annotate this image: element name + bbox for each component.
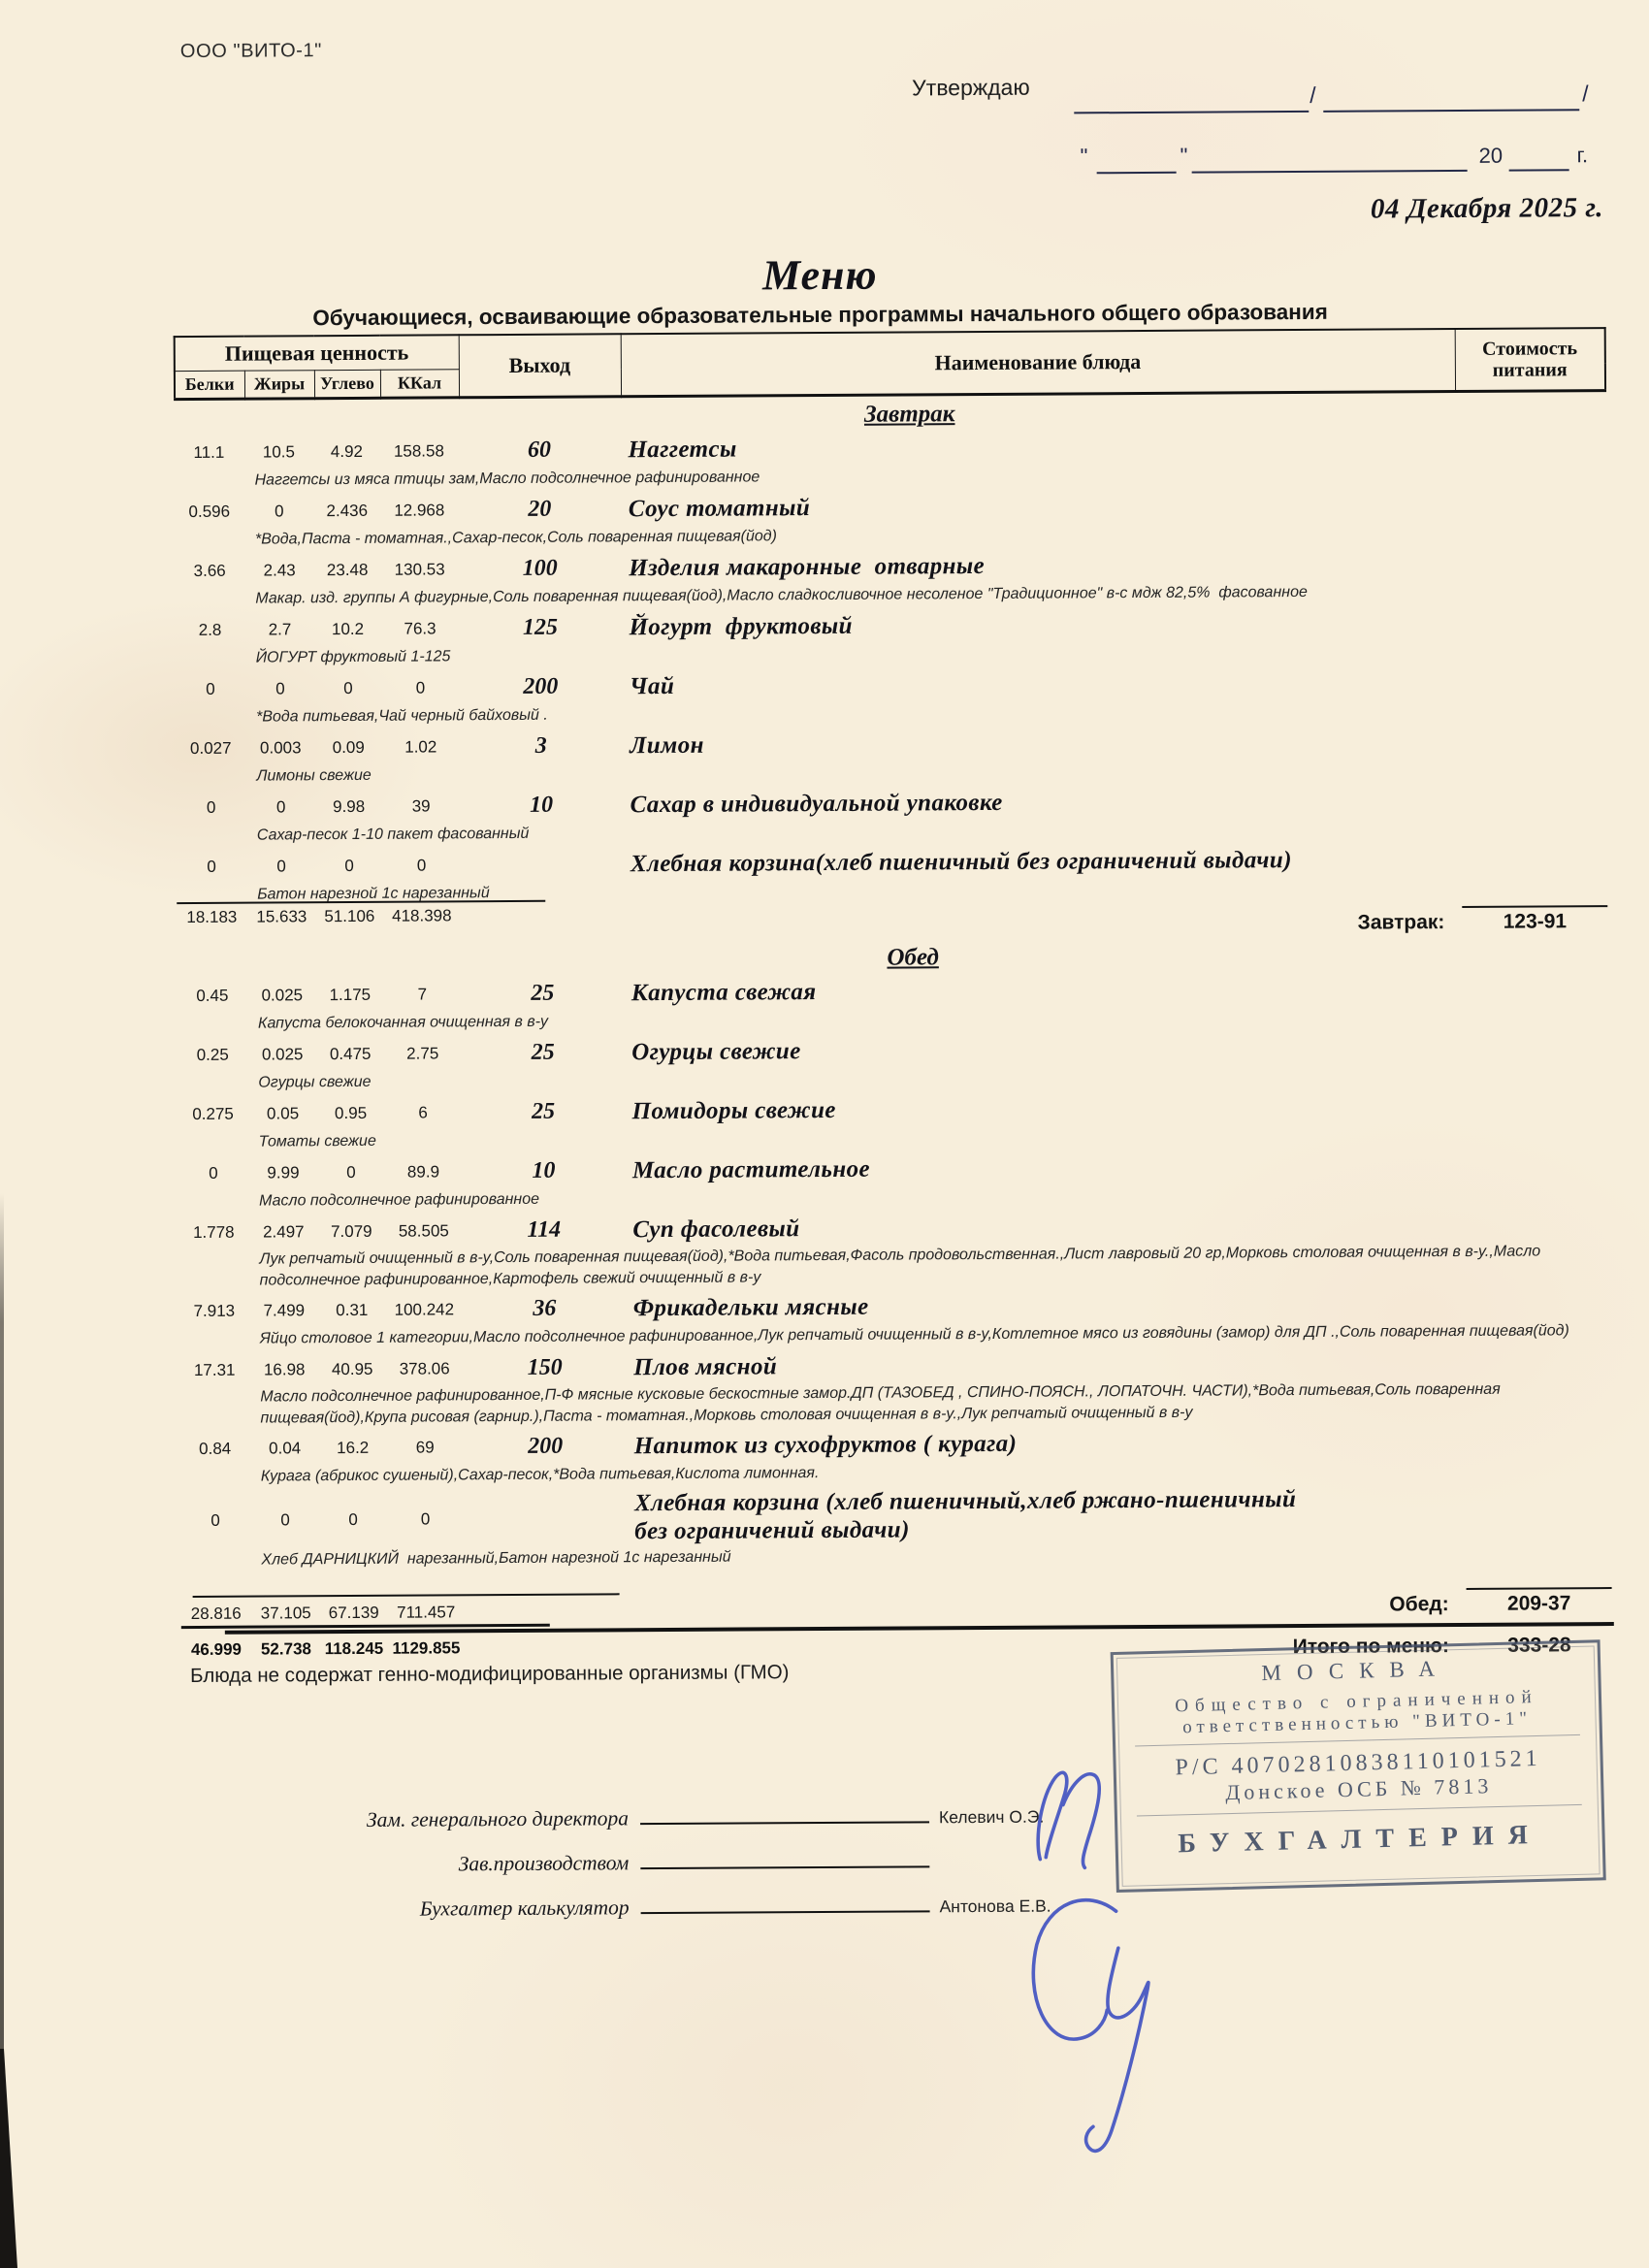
breakfast-cost-value: 123-91	[1462, 905, 1607, 934]
kcal-value: 89.9	[406, 1162, 440, 1182]
dish-ingredients: Батон нарезной 1с нарезанный	[257, 885, 490, 903]
dish-ingredients: Масло подсолнечное рафинированное,П-Ф мясные кусковые бескостные замор.ДП (ТАЗОБЕД , СПИНО-ПОЯСН., ЛОПАТОЧН. ЧАСТИ),*Вода питьевая,Соль поваренная пищевая(йод),Крупа рисовая (гарнир.),Паста - томатная.,Морковь столовая очищенная в в-у.,Лук репчатый очищенный в в-у	[260, 1380, 1505, 1427]
lunch-cost-row	[1389, 1587, 1611, 1616]
gmo-note: Блюда не содержат генно-модифицированные организмы (ГМО)	[190, 1661, 790, 1688]
grand-total-value: 333-28	[1507, 1634, 1571, 1657]
document-title: Меню	[761, 250, 878, 300]
lunch-total-protein: 28.816	[190, 1604, 242, 1624]
grand-total-kcal: 1129.855	[392, 1638, 461, 1658]
kcal-value: 7	[417, 985, 428, 1004]
protein-value: 1.778	[192, 1222, 235, 1242]
dish-ingredients: Лимоны свежие	[256, 766, 372, 785]
approve-slash: /	[1310, 81, 1316, 108]
menu-item	[178, 971, 1610, 1036]
dish-name: Лимон	[630, 731, 704, 760]
menu-item	[180, 1483, 1613, 1572]
kcal-value: 1.02	[404, 737, 437, 757]
breakfast-totals-values	[177, 906, 545, 927]
protein-value: 0	[206, 679, 215, 698]
date-month-line	[1192, 170, 1468, 174]
kcal-value: 2.75	[406, 1044, 439, 1063]
protein-value: 0.027	[189, 738, 232, 758]
header-cost: Стоимость питания	[1455, 328, 1605, 391]
signature-name: Келевич О.Э.	[938, 1806, 1045, 1828]
breakfast-total-kcal: 418.398	[392, 906, 452, 925]
carbs-value: 4.92	[330, 441, 364, 462]
dish-name: Капуста свежая	[630, 979, 817, 1007]
kcal-value: 58.505	[398, 1221, 449, 1241]
dish-name: Чай	[629, 672, 675, 700]
dish-ingredients: Макар. изд. группы А фигурные,Соль поваренная пищевая(йод),Масло сладкосливочное несоленое "Традиционное" в-с мдж 82,5% фасованное	[255, 583, 1308, 607]
breakfast-section-title: Завтрак	[863, 401, 955, 428]
dish-name: Наггетсы	[628, 436, 737, 464]
dish-name: Напиток из сухофруктов ( курага)	[633, 1430, 1018, 1460]
breakfast-cost-label: Завтрак:	[1357, 911, 1445, 934]
handwritten-signatures-ink	[980, 1743, 1235, 2162]
year-suffix: г.	[1576, 143, 1589, 168]
dish-ingredients: Хлеб ДАРНИЦКИЙ нарезанный,Батон нарезной 1с нарезанный	[261, 1548, 731, 1569]
kcal-value: 76.3	[404, 619, 436, 638]
carbs-value: 0	[346, 1162, 356, 1183]
signature-line	[640, 1889, 929, 1914]
protein-value: 0	[207, 857, 216, 876]
fat-value: 0	[274, 502, 284, 521]
menu-item	[175, 605, 1607, 670]
header-protein: Белки	[175, 371, 244, 399]
portion-value: 25	[531, 1039, 555, 1065]
lunch-total-fat: 37.105	[260, 1604, 311, 1623]
fat-value: 10.5	[262, 442, 296, 462]
carbs-value: 0	[343, 678, 353, 698]
protein-value: 0.84	[199, 1439, 232, 1458]
header-carbs: Углево	[314, 370, 380, 398]
breakfast-items	[174, 428, 1609, 907]
protein-value: 0	[210, 1510, 220, 1530]
document-date: 04 Декабря 2025 г.	[1370, 192, 1603, 225]
menu-item	[174, 428, 1606, 493]
pen-signature-1	[1038, 1772, 1068, 1859]
stamp-account: Р/С 40702810838110101521	[1175, 1745, 1541, 1781]
header-kcal: ККал	[380, 370, 459, 398]
stamp-city: МОСКВА	[1261, 1656, 1451, 1686]
signature-label: Зам. генерального директора	[366, 1806, 630, 1831]
portion-value: 25	[531, 1098, 556, 1124]
kcal-value: 12.968	[394, 501, 445, 520]
header-fat: Жиры	[244, 371, 314, 399]
breakfast-total-fat: 15.633	[256, 907, 307, 926]
fat-value: 2.7	[268, 620, 292, 639]
lunch-totals-line-wrap	[193, 1593, 620, 1598]
grand-total-fat: 52.738	[260, 1639, 312, 1659]
breakfast-total-carbs: 51.106	[324, 906, 375, 926]
menu-item	[178, 1030, 1610, 1095]
date-quote-open: "	[1080, 144, 1088, 169]
kcal-value: 378.06	[399, 1359, 450, 1378]
dish-name: Плов мясной	[633, 1353, 778, 1381]
dish-name: Хлебная корзина(хлеб пшеничный без ограничений выдачи)	[630, 847, 1292, 878]
carbs-value: 7.079	[330, 1221, 372, 1242]
dish-ingredients: ЙОГУРТ фруктовый 1-125	[255, 648, 451, 666]
protein-value: 11.1	[193, 442, 225, 462]
menu-item	[179, 1345, 1612, 1430]
dish-name: Сахар в индивидуальной упаковке	[630, 789, 1003, 819]
dish-ingredients: Курага (абрикос сушеный),Сахар-песок,*Вода питьевая,Кислота лимонная.	[260, 1465, 820, 1485]
dish-ingredients: Наггетсы из мяса птицы зам,Масло подсолнечное рафинированное	[254, 469, 760, 489]
date-day-line	[1097, 172, 1177, 175]
dish-name: Соус томатный	[628, 495, 811, 523]
fat-value: 0	[280, 1509, 290, 1529]
portion-value: 20	[528, 496, 552, 522]
protein-value: 0	[206, 797, 216, 817]
approve-signature-line	[1074, 111, 1309, 113]
dish-ingredients: Томаты свежие	[258, 1132, 376, 1150]
menu-item	[180, 1424, 1613, 1489]
portion-value: 100	[522, 555, 558, 581]
dish-ingredients: Яйцо столовое 1 категории,Масло подсолнечное рафинированное,Лук репчатый очищенный в в-у,Котлетное мясо из говядины (замор) для ДП .,Соль поваренная пищевая(йод)	[259, 1322, 1569, 1347]
company-name: ООО "ВИТО-1"	[179, 40, 322, 63]
fat-value: 0	[275, 679, 285, 698]
portion-value: 3	[534, 732, 547, 759]
lunch-cost-label: Обед:	[1389, 1593, 1449, 1616]
carbs-value: 16.2	[337, 1438, 370, 1458]
portion-value: 10	[532, 1157, 556, 1183]
protein-value: 0.275	[192, 1104, 234, 1123]
lunch-totals-values	[181, 1603, 466, 1624]
grand-total-protein: 46.999	[190, 1639, 242, 1660]
approve-slash-2: /	[1582, 81, 1589, 107]
pen-signature-2	[1033, 1900, 1117, 2040]
protein-value: 0.25	[196, 1045, 229, 1064]
fat-value: 0.025	[261, 1045, 304, 1064]
protein-value: 2.8	[198, 620, 222, 639]
signature-label: Бухгалтер калькулятор	[419, 1895, 630, 1921]
header-nutrition: Пищевая ценность	[175, 335, 459, 371]
protein-value: 17.31	[193, 1360, 236, 1379]
portion-value: 125	[522, 614, 559, 640]
protein-value: 7.913	[193, 1301, 236, 1320]
menu-item	[178, 1208, 1611, 1292]
dish-ingredients: Капуста белокочанная очищенная в в-у	[257, 1013, 549, 1032]
grand-totals-values	[181, 1638, 466, 1660]
fat-value: 7.499	[263, 1301, 306, 1320]
fat-value: 0.04	[269, 1439, 302, 1458]
dish-name: Суп фасолевый	[632, 1215, 800, 1244]
year-line	[1509, 169, 1569, 171]
portion-value: 10	[530, 792, 554, 818]
kcal-value: 0	[415, 678, 426, 697]
portion-value: 25	[531, 980, 555, 1006]
carbs-value: 2.436	[326, 501, 369, 521]
portion-value: 36	[533, 1295, 557, 1321]
portion-value: 60	[527, 437, 551, 463]
dish-name: Помидоры свежие	[631, 1096, 836, 1125]
signature-row-production-manager	[182, 1844, 1051, 1880]
kcal-value: 130.53	[394, 560, 445, 579]
stamp-company-line1: Общество с ограниченной	[1175, 1686, 1538, 1717]
carbs-value: 23.48	[326, 560, 369, 580]
fat-value: 0.05	[266, 1104, 300, 1123]
kcal-value: 0	[420, 1508, 431, 1529]
dish-name: Масло растительное	[631, 1155, 871, 1184]
signature-name: Антонова Е.В.	[939, 1895, 1051, 1917]
kcal-value: 100.242	[394, 1300, 455, 1319]
menu-item-main-row	[180, 1483, 1613, 1548]
menu-item	[175, 487, 1607, 552]
dish-name: Огурцы свежие	[631, 1038, 801, 1066]
fat-value: 2.43	[263, 561, 296, 580]
fat-value: 16.98	[263, 1360, 306, 1379]
lunch-section-title: Обед	[887, 944, 939, 971]
lunch-total-carbs: 67.139	[328, 1603, 379, 1623]
menu-item	[175, 546, 1607, 611]
menu-item	[176, 664, 1608, 729]
signature-line	[640, 1799, 929, 1825]
lunch-total-kcal: 711.457	[397, 1603, 456, 1622]
date-quote-close: "	[1180, 143, 1188, 168]
breakfast-totals	[177, 900, 545, 927]
signature-row-deputy-director	[182, 1799, 1051, 1835]
menu-item	[176, 724, 1608, 789]
lunch-items	[178, 971, 1614, 1572]
year-prefix: 20	[1478, 143, 1504, 168]
carbs-value: 0	[348, 1509, 358, 1529]
portion-value: 200	[528, 1433, 564, 1459]
pen-signature-1b	[1063, 1774, 1100, 1868]
breakfast-section	[174, 395, 1609, 910]
fat-value: 0.003	[259, 738, 302, 758]
approve-label: Утверждаю	[912, 74, 1030, 101]
document-subtitle: Обучающиеся, осваивающие образовательные программы начального общего образования	[312, 299, 1328, 331]
carbs-value: 0.31	[336, 1300, 369, 1320]
stamp-bank: Донское ОСБ № 7813	[1136, 1771, 1582, 1817]
protein-value: 3.66	[193, 561, 226, 580]
stamp-company-line2: ответственностью "ВИТО-1"	[1134, 1707, 1580, 1747]
signature-label: Зав.производством	[458, 1851, 630, 1876]
carbs-value: 10.2	[331, 619, 365, 639]
breakfast-cost-row	[1358, 905, 1608, 935]
protein-value: 0.596	[188, 502, 231, 521]
carbs-value: 9.98	[333, 796, 366, 817]
dish-ingredients: Лук репчатый очищенный в в-у,Соль поваренная пищевая(йод),*Вода питьевая,Фасоль продовольственная.,Лист лавровый 20 гр,Морковь столовая очищенная в в-у.,Масло подсолнечное рафинированное,Картофель свежий очищенный в в-у	[259, 1243, 1545, 1289]
breakfast-total-protein: 18.183	[186, 907, 238, 927]
protein-value: 0	[209, 1163, 218, 1183]
kcal-value: 6	[418, 1103, 428, 1122]
fat-value: 0.025	[261, 986, 304, 1005]
menu-item	[177, 842, 1609, 907]
kcal-value: 0	[416, 856, 427, 875]
grand-total-carbs: 118.245	[324, 1638, 384, 1659]
lunch-totals-line	[193, 1593, 620, 1598]
header-portion: Выход	[459, 334, 621, 398]
fat-value: 0	[276, 857, 286, 876]
signature-row-accountant	[182, 1889, 1051, 1925]
carbs-value: 0.475	[329, 1044, 372, 1064]
menu-item	[178, 1089, 1610, 1154]
signature-line	[640, 1844, 929, 1869]
dish-ingredients: *Вода питьевая,Чай черный байховый .	[256, 706, 548, 726]
dish-ingredients: Сахар-песок 1-10 пакет фасованный	[256, 825, 530, 844]
dish-name: Изделия макаронные отварные	[629, 552, 986, 582]
portion-value	[465, 1517, 627, 1518]
lunch-section	[178, 938, 1614, 1575]
carbs-value: 0.09	[332, 737, 365, 758]
menu-item	[178, 1149, 1611, 1214]
carbs-value: 0.95	[334, 1103, 368, 1123]
dish-name: Хлебная корзина (хлеб пшеничный,хлеб ржано-пшеничный без ограничений выдачи)	[633, 1486, 1297, 1545]
header-dish-name: Наименование блюда	[621, 329, 1455, 397]
grand-total-label: Итого по меню:	[1292, 1635, 1450, 1659]
kcal-value: 158.58	[393, 441, 444, 461]
portion-value: 114	[527, 1216, 562, 1243]
menu-item	[177, 783, 1609, 848]
approve-name-line	[1323, 109, 1579, 113]
portion-value: 150	[527, 1354, 563, 1380]
stamp-department: БУХГАЛТЕРИЯ	[1177, 1819, 1543, 1860]
fat-value: 0	[275, 797, 286, 817]
lunch-cost-value: 209-37	[1467, 1587, 1612, 1616]
dish-ingredients: Масло подсолнечное рафинированное	[259, 1190, 540, 1210]
kcal-value: 69	[415, 1438, 435, 1457]
menu-item	[179, 1286, 1612, 1351]
kcal-value: 39	[411, 796, 431, 816]
dish-ingredients: *Вода,Паста - томатная.,Сахар-песок,Соль поваренная пищевая(йод)	[254, 528, 777, 548]
dish-name: Фрикадельки мясные	[632, 1293, 869, 1322]
dish-ingredients: Огурцы свежие	[258, 1073, 372, 1091]
signatures-block	[182, 1799, 1051, 1938]
carbs-value: 0	[344, 856, 354, 876]
fat-value: 2.497	[262, 1222, 305, 1242]
portion-value: 200	[523, 673, 559, 699]
carbs-value: 1.175	[329, 985, 372, 1005]
menu-table-header	[174, 327, 1606, 401]
carbs-value: 40.95	[331, 1359, 373, 1379]
dish-name: Йогурт фруктовый	[629, 612, 854, 641]
fat-value: 9.99	[267, 1163, 300, 1183]
pen-signature-2b	[1084, 1948, 1149, 2151]
portion-value	[461, 864, 623, 865]
protein-value: 0.45	[196, 986, 229, 1005]
